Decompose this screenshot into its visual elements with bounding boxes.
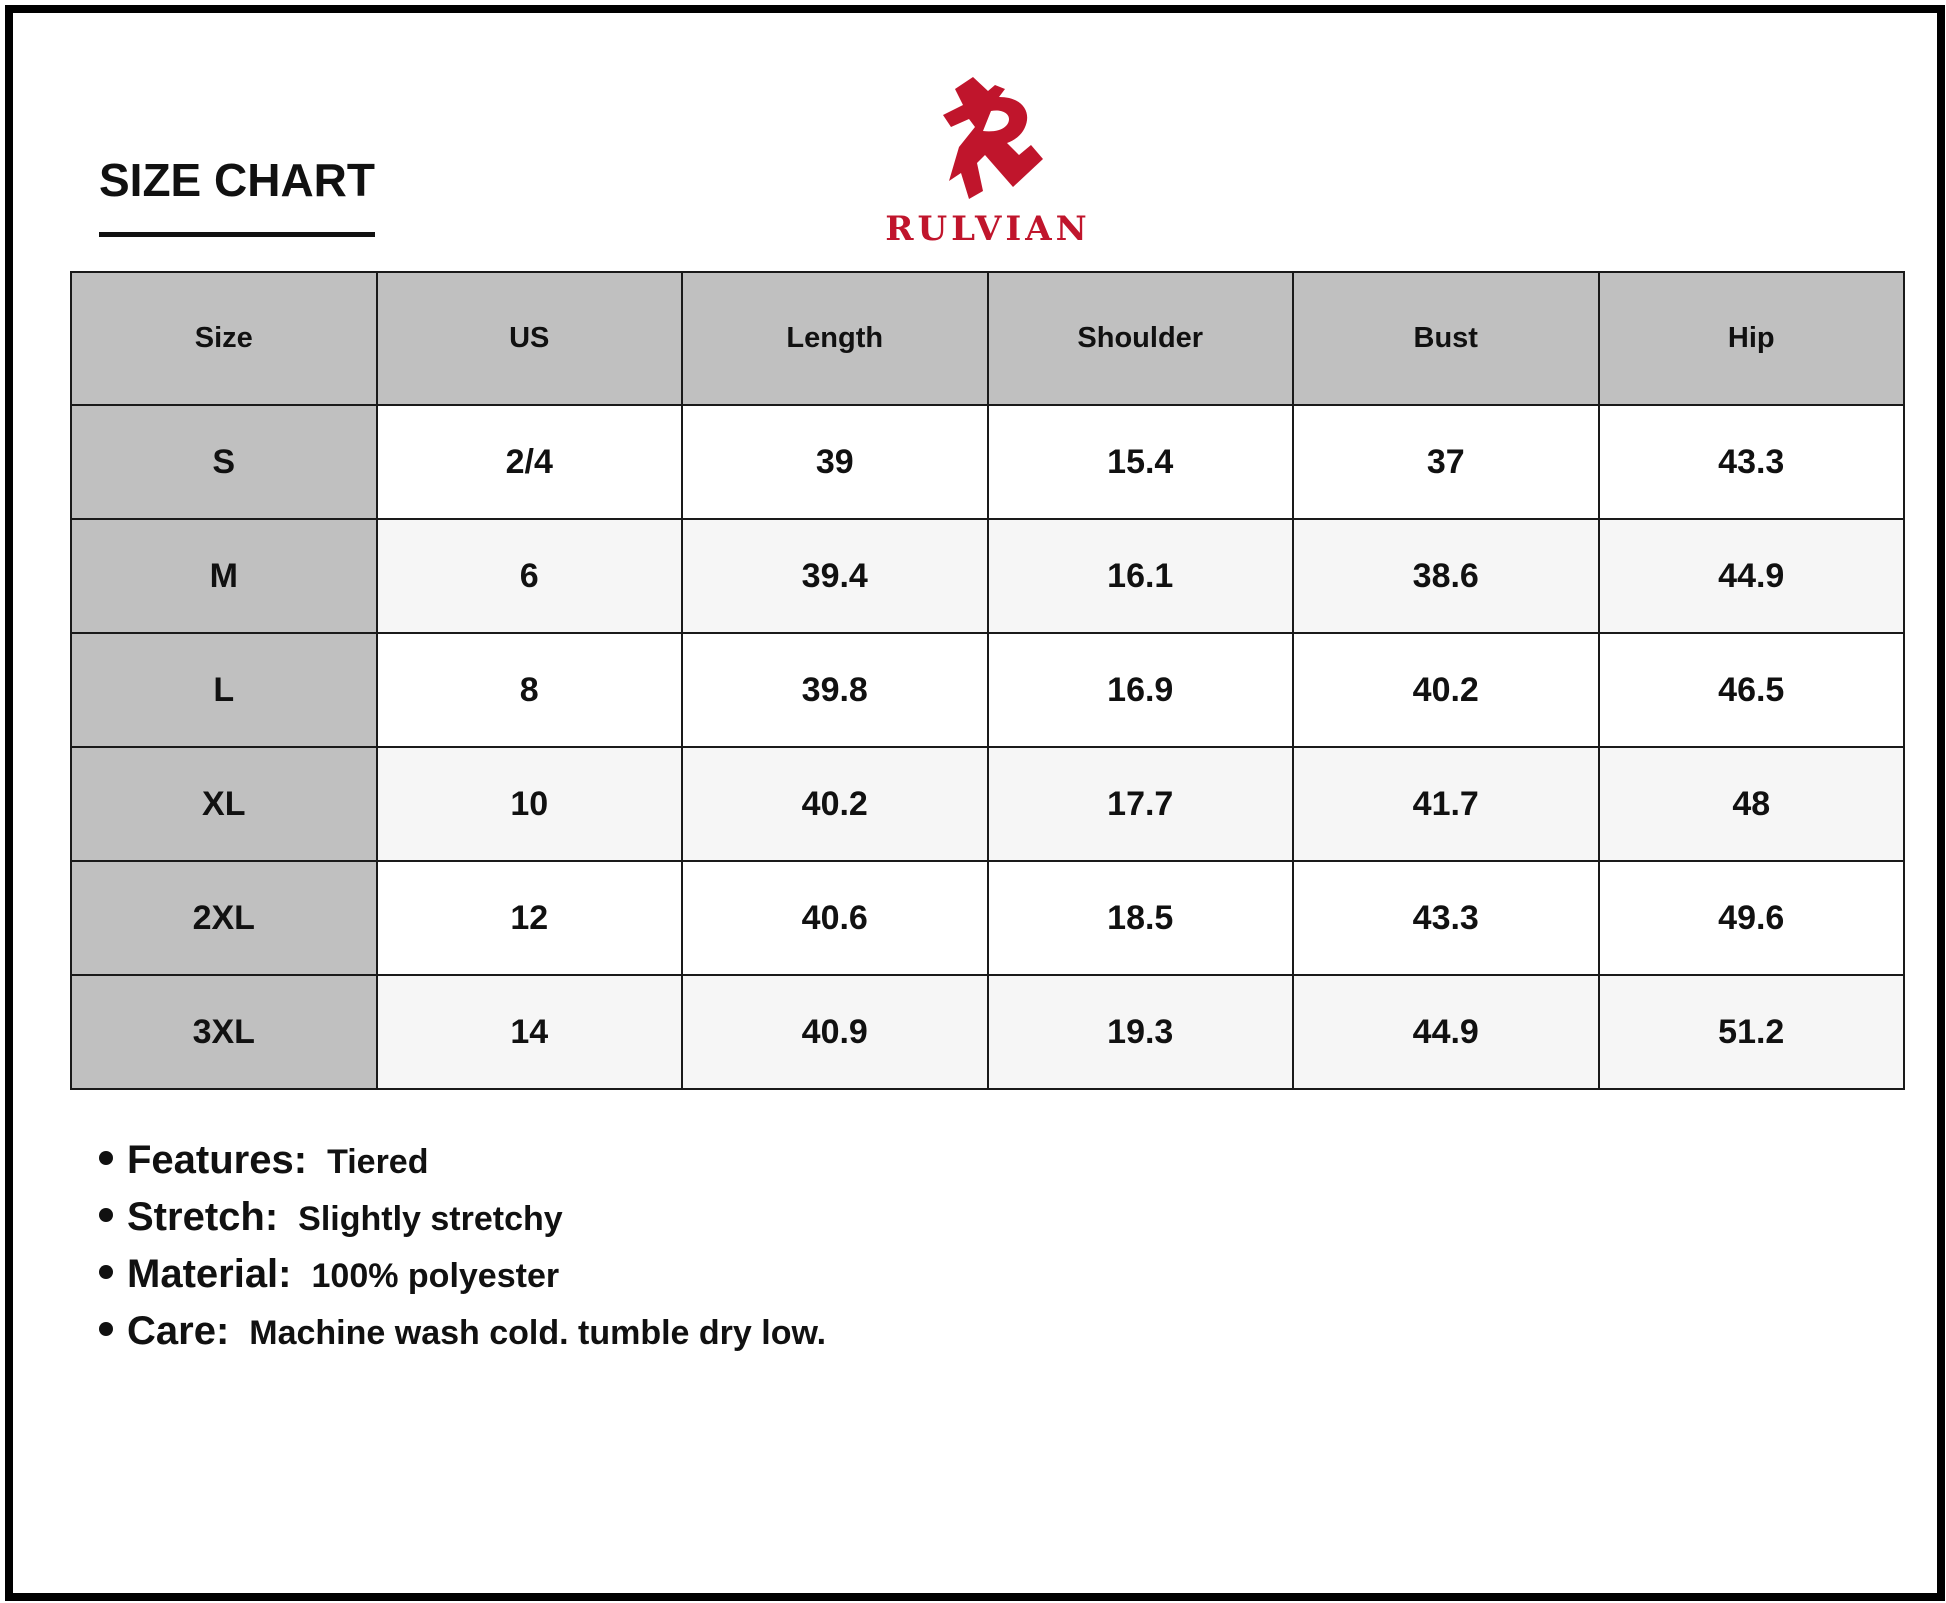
feature-item-stretch bbox=[99, 1195, 826, 1252]
feature-label: Material: bbox=[127, 1252, 292, 1296]
feature-label: Stretch: bbox=[127, 1195, 279, 1239]
bust-cell: 43.3 bbox=[1293, 861, 1599, 975]
brand-name: RULVIAN bbox=[885, 209, 1091, 249]
brand-logo bbox=[873, 75, 1103, 255]
us-cell: 2/4 bbox=[377, 405, 683, 519]
feature-value: Machine wash cold. tumble dry low. bbox=[249, 1314, 827, 1352]
feature-item-material bbox=[99, 1252, 826, 1309]
shoulder-cell: 16.9 bbox=[988, 633, 1294, 747]
table-row bbox=[71, 861, 1904, 975]
feature-item-features bbox=[99, 1138, 826, 1195]
hip-cell: 49.6 bbox=[1599, 861, 1905, 975]
size-cell: M bbox=[71, 519, 377, 633]
header-hip: Hip bbox=[1599, 272, 1905, 405]
hip-cell: 51.2 bbox=[1599, 975, 1905, 1089]
bullet-icon bbox=[99, 1265, 113, 1279]
hip-cell: 44.9 bbox=[1599, 519, 1905, 633]
hip-cell: 46.5 bbox=[1599, 633, 1905, 747]
us-cell: 10 bbox=[377, 747, 683, 861]
feature-list bbox=[99, 1138, 826, 1366]
table-row bbox=[71, 405, 1904, 519]
size-cell: S bbox=[71, 405, 377, 519]
header-bust: Bust bbox=[1293, 272, 1599, 405]
header-size: Size bbox=[71, 272, 377, 405]
shoulder-cell: 17.7 bbox=[988, 747, 1294, 861]
bust-cell: 41.7 bbox=[1293, 747, 1599, 861]
size-cell: 2XL bbox=[71, 861, 377, 975]
bust-cell: 37 bbox=[1293, 405, 1599, 519]
header-us: US bbox=[377, 272, 683, 405]
header-shoulder: Shoulder bbox=[988, 272, 1294, 405]
feature-value: Tiered bbox=[327, 1143, 429, 1181]
hip-cell: 48 bbox=[1599, 747, 1905, 861]
shoulder-cell: 16.1 bbox=[988, 519, 1294, 633]
feature-item-care bbox=[99, 1309, 826, 1366]
length-cell: 40.2 bbox=[682, 747, 988, 861]
hip-cell: 43.3 bbox=[1599, 405, 1905, 519]
length-cell: 39.4 bbox=[682, 519, 988, 633]
title-underline bbox=[99, 232, 375, 237]
header-length: Length bbox=[682, 272, 988, 405]
r-monogram-icon bbox=[933, 75, 1048, 200]
bust-cell: 44.9 bbox=[1293, 975, 1599, 1089]
length-cell: 40.6 bbox=[682, 861, 988, 975]
bullet-icon bbox=[99, 1151, 113, 1165]
length-cell: 40.9 bbox=[682, 975, 988, 1089]
table-row bbox=[71, 633, 1904, 747]
size-cell: L bbox=[71, 633, 377, 747]
table-row bbox=[71, 519, 1904, 633]
shoulder-cell: 19.3 bbox=[988, 975, 1294, 1089]
table-row bbox=[71, 975, 1904, 1089]
bullet-icon bbox=[99, 1208, 113, 1222]
feature-label: Features: bbox=[127, 1138, 308, 1182]
bust-cell: 38.6 bbox=[1293, 519, 1599, 633]
us-cell: 12 bbox=[377, 861, 683, 975]
bust-cell: 40.2 bbox=[1293, 633, 1599, 747]
size-cell: XL bbox=[71, 747, 377, 861]
feature-label: Care: bbox=[127, 1309, 230, 1353]
shoulder-cell: 15.4 bbox=[988, 405, 1294, 519]
table-header-row bbox=[71, 272, 1904, 405]
feature-value: 100% polyester bbox=[311, 1257, 560, 1295]
us-cell: 14 bbox=[377, 975, 683, 1089]
size-chart-frame bbox=[5, 5, 1945, 1601]
page-title: SIZE CHART bbox=[99, 154, 375, 206]
length-cell: 39 bbox=[682, 405, 988, 519]
us-cell: 8 bbox=[377, 633, 683, 747]
size-cell: 3XL bbox=[71, 975, 377, 1089]
bullet-icon bbox=[99, 1322, 113, 1336]
us-cell: 6 bbox=[377, 519, 683, 633]
size-table bbox=[70, 271, 1905, 1090]
feature-value: Slightly stretchy bbox=[298, 1200, 563, 1238]
length-cell: 39.8 bbox=[682, 633, 988, 747]
table-row bbox=[71, 747, 1904, 861]
shoulder-cell: 18.5 bbox=[988, 861, 1294, 975]
